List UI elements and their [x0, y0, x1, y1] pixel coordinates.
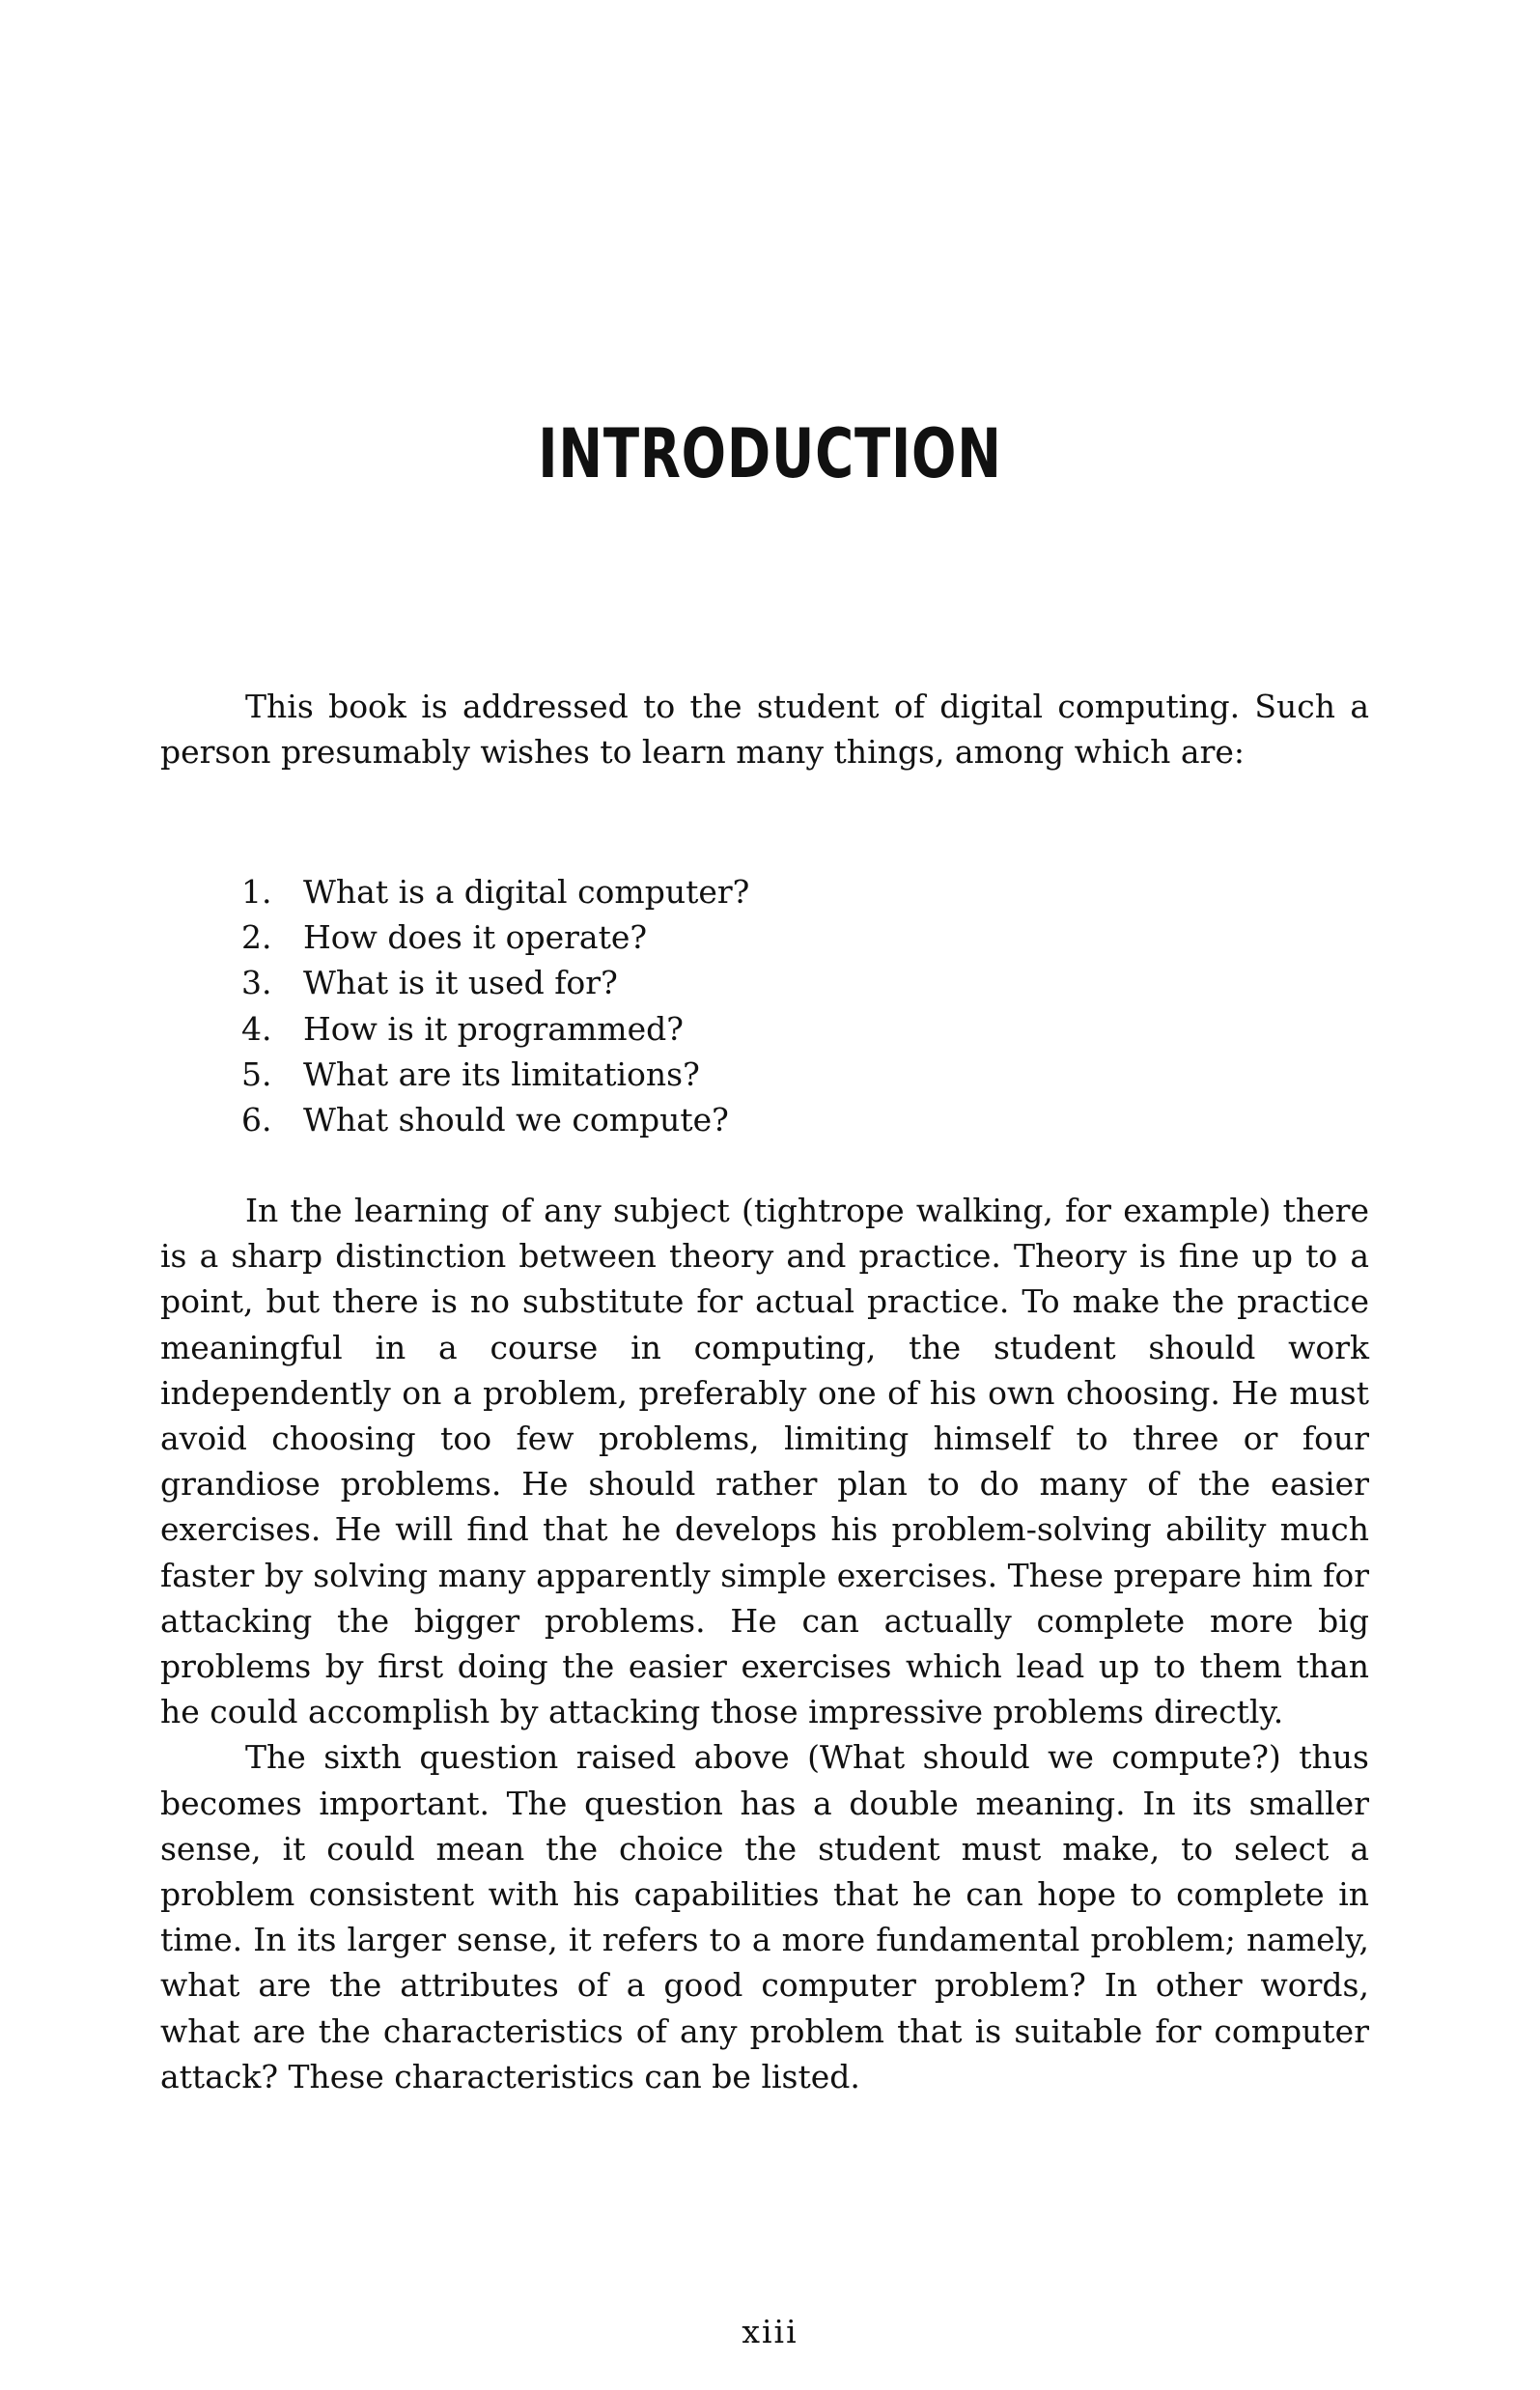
chapter-title: INTRODUCTION	[538, 414, 1002, 493]
question-text: What is a digital computer?	[303, 873, 750, 911]
question-text: How does it operate?	[303, 918, 648, 957]
list-item	[241, 1052, 749, 1097]
question-text: What should we compute?	[303, 1101, 729, 1139]
list-item	[241, 914, 749, 960]
list-item	[241, 960, 749, 1005]
intro-paragraph: This book is addressed to the student of digital computing. Such a person presumably wishes to learn many things, among which are:	[160, 688, 1369, 772]
list-item	[241, 1097, 749, 1142]
question-number: 4.	[241, 1009, 272, 1048]
question-text: What are its limitations?	[303, 1054, 700, 1093]
question-number: 5.	[241, 1054, 272, 1093]
list-item	[241, 869, 749, 914]
question-text: How is it programmed?	[303, 1009, 684, 1048]
page-number: xiii	[742, 2313, 798, 2350]
question-number: 6.	[241, 1101, 272, 1139]
question-number: 2.	[241, 918, 272, 957]
question-text: What is it used for?	[303, 964, 618, 1002]
list-item	[241, 1006, 749, 1052]
question-list	[241, 869, 749, 1142]
body-paragraph-sixth-question: The sixth question raised above (What should we compute?) thus becomes important. The question has a double meaning. In its smaller sense, it could mean the choice the student must make, to select a problem consistent with his capabilities that he can hope to complete in time. In its larger sense, it refers to a more fundamental problem; namely, what are the attributes of a good computer problem? In other words, what are the characteristics of any problem that is suitable for computer attack? These characteristics can be listed.	[160, 1738, 1369, 2095]
body-paragraph-practice: In the learning of any subject (tightrope walking, for example) there is a sharp distinction between theory and practice. Theory is fine up to a point, but there is no substitute for actual practice. To make the practice meaningful in a course in computing, the student should work independently on a problem, preferably one of his own choosing. He must avoid choosing too few problems, limiting himself to three or four grandiose problems. He should rather plan to do many of the easier exercises. He will find that he develops his problem-solving ability much faster by solving many apparently simple exercises. These prepare him for attacking the bigger problems. He can actually complete more big problems by first doing the easier exercises which lead up to them than he could accomplish by attacking those impressive problems directly.	[160, 1192, 1369, 1731]
question-number: 3.	[241, 964, 272, 1002]
question-number: 1.	[241, 873, 272, 911]
intro-section	[160, 684, 1369, 774]
body-section	[160, 1188, 1369, 2099]
